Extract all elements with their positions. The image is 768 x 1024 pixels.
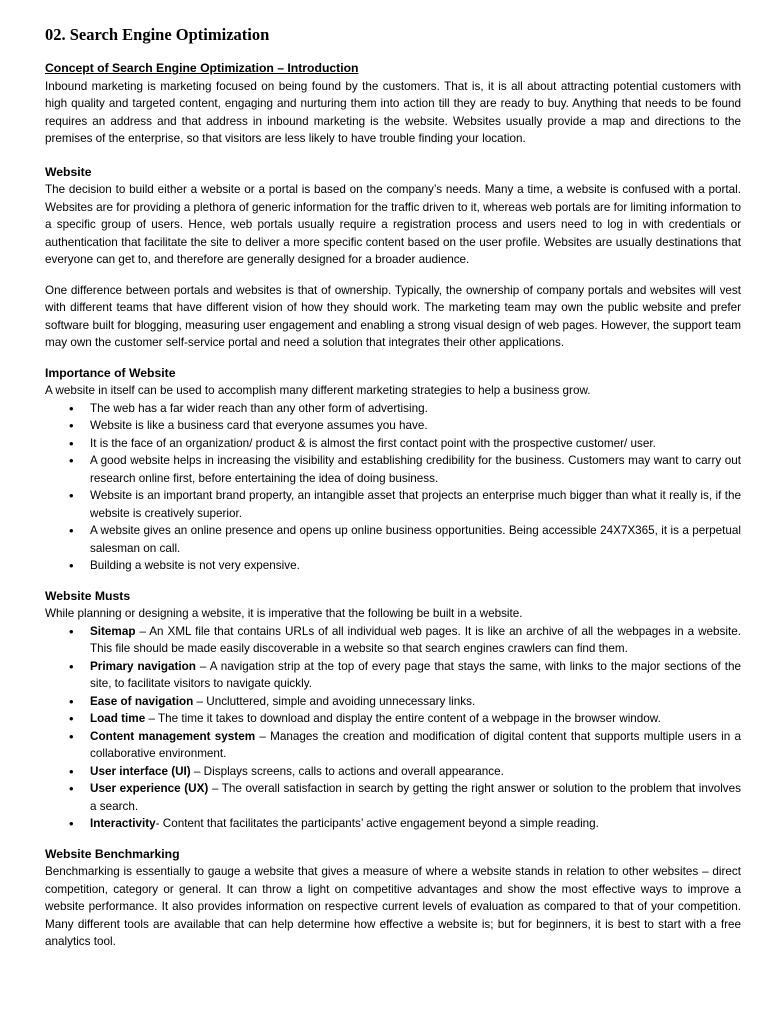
list-item-term: Interactivity [90,817,156,830]
list-item-term: User experience (UX) [90,782,209,795]
musts-list [45,623,741,833]
list-item: • Building a website is not very expensive. [90,557,741,575]
list-item [90,623,741,658]
musts-section [45,588,741,833]
list-item-text: – A navigation strip at the top of every page that stays the same, with links to the major sections of the site, to facilitate visitors to navigate quickly. [90,659,741,690]
list-item-text: - Content that facilitates the participants’ active engagement beyond a simple reading. [155,817,599,830]
page-title: 02. Search Engine Optimization [45,25,270,44]
list-item-term: Ease of navigation [90,694,194,708]
list-item: • It is the face of an organization/ product & is almost the first contact point with the prospective customer/ user. [90,435,741,453]
importance-list [45,400,741,575]
benchmarking-section [45,846,741,951]
list-item-text: – The time it takes to download and display the entire content of a webpage in the browser window. [145,712,661,725]
website-section [45,164,741,352]
website-paragraph-2: One difference between portals and websites is that of ownership. Typically, the ownership of company portals and websites will vest with different teams that have different vision of how they should work. The marketing team may own the public website and prefer software built for blogging, measuring user engagement and enabling a strong visual design of web pages. However, the support team may own the customer self-service portal and need a solution that integrates their other applications. [45,283,741,349]
website-paragraph-1: The decision to build either a website or a portal is based on the company’s needs. Many a time, a website is confused with a portal. Websites are for providing a plethora of generic information for the traffic driven to it, whereas web portals are for limiting information to a specific group of users. Hence, web portals usually require a registration process and users need to log in with credentials or authentication that facilitate the site to deliver a more specific content based on the user profile. Websites are usually destinations that everyone can get to, and therefore are generally designed for a broader audience. [45,183,741,266]
importance-intro: A website in itself can be used to accomplish many different marketing strategies to help a business grow. [45,384,591,397]
intro-section [45,60,741,148]
list-item-term: Primary navigation [90,659,196,673]
list-item-term: Content management system [90,729,256,743]
list-item: • A website gives an online presence and opens up online business opportunities. Being accessible 24X7X365, it is a perpetual salesman on call. [90,522,741,557]
website-heading: Website [45,164,92,179]
list-item [90,780,741,815]
list-item [90,658,741,693]
list-item [90,710,741,728]
musts-heading: Website Musts [45,588,131,603]
list-item [90,763,741,781]
list-item-term: Load time [90,712,146,725]
list-item-text: – The overall satisfaction in search by getting the right answer or solution to the problem that involves a search. [90,782,741,813]
intro-heading: Concept of Search Engine Optimization – Introduction [45,61,359,75]
musts-intro: While planning or designing a website, it is imperative that the following be built in a website. [45,607,523,620]
list-item-text: – Uncluttered, simple and avoiding unnecessary links. [193,694,476,708]
benchmarking-paragraph: Benchmarking is essentially to gauge a website that gives a measure of where a website stands in relation to other websites – direct competition, category or general. It can throw a light on competitive advantages and show the most effective ways to improve a website performance. It also provides information on respective current levels of evaluation as compared to that of your competition. Many different tools are available that can help determine how effective a website is; but for beginners, it is best to start with a free analytics tool. [45,865,741,948]
importance-section [45,365,741,575]
list-item-term: Sitemap [90,624,136,638]
list-item: • A good website helps in increasing the visibility and establishing credibility for the business. Customers may want to carry out research online first, before entertaining the idea of doing business. [90,452,741,487]
list-item: • Website is like a business card that everyone assumes you have. [90,417,741,435]
list-item: • Website is an important brand property, an intangible asset that projects an enterprise much bigger than what it really is, if the website is creatively superior. [90,487,741,522]
list-item-text: – An XML file that contains URLs of all individual web pages. It is like an archive of all the webpages in a website. This file should be made easily discoverable in a website so that search engines crawlers can find them. [90,624,741,655]
list-item: • The web has a far wider reach than any other form of advertising. [90,400,741,418]
list-item-term: User interface (UI) [90,764,191,778]
benchmarking-heading: Website Benchmarking [45,846,180,861]
list-item [90,693,741,711]
list-item [90,728,741,763]
list-item [90,815,741,833]
importance-heading: Importance of Website [45,365,176,380]
intro-paragraph: Inbound marketing is marketing focused on being found by the customers. That is, it is all about attracting potential customers with high quality and targeted content, engaging and nurturing them into action till they are ready to buy. Anything that needs to be found requires an address and that address in inbound marketing is the website. Websites usually provide a map and directions to the premises of the enterprise, so that visitors are less likely to have trouble finding your location. [45,79,741,145]
list-item-text: – Displays screens, calls to actions and overall appearance. [190,764,504,778]
list-item-text: – Manages the creation and modification of digital content that supports multiple users in a collaborative environment. [90,729,742,760]
